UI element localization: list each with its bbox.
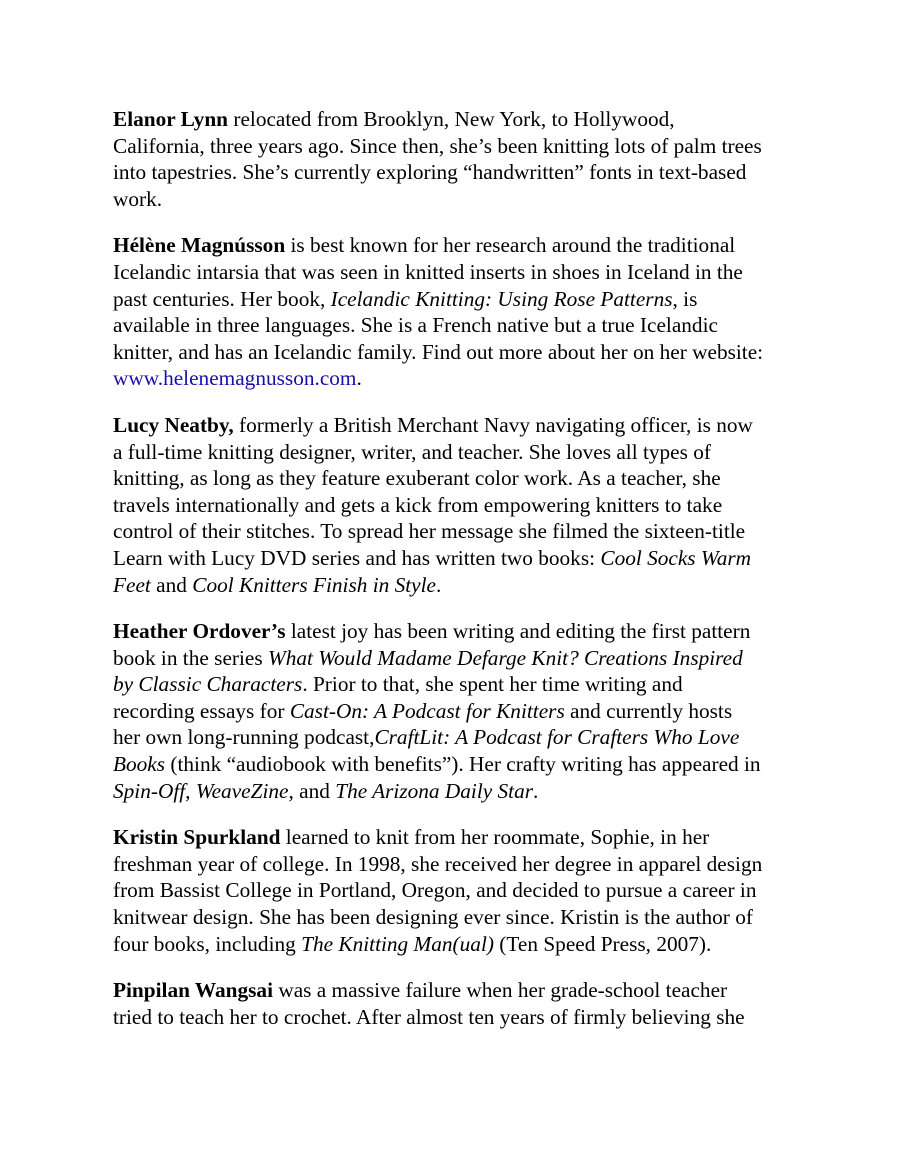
website-link[interactable]: www.helenemagnusson.com [113,366,357,391]
text-line [113,339,793,366]
text-run: relocated from Brooklyn, New York, to Hollywood, [228,107,675,131]
text-run: California, three years ago. Since then, she’s been knitting lots of palm trees [113,133,762,158]
title-italic: Cool Socks Warm [600,545,752,570]
title-italic: The Knitting Man(ual) [301,931,494,956]
document-page [113,106,793,1050]
text-run: Learn with Lucy DVD series and has written two books: [113,545,601,570]
text-run: travels internationally and gets a kick from empowering knitters to take [113,492,723,517]
text-line [113,259,793,286]
text-line [113,365,793,392]
text-line [113,439,793,466]
bio-paragraph [113,824,793,957]
title-italic: CraftLit: A Podcast for Crafters Who Love [374,725,740,750]
text-line [113,286,793,313]
text-line [113,492,793,519]
contributor-name: Lucy Neatby, [113,412,234,437]
text-line [113,877,793,904]
text-run: and currently hosts [564,698,733,723]
title-italic: Icelandic Knitting: Using Rose Patterns [330,286,673,311]
text-line [113,159,793,186]
text-line [113,645,793,672]
text-line [113,824,793,851]
text-run: Icelandic intarsia that was seen in knitted inserts in shoes in Iceland in the [113,259,743,284]
text-run: a full-time knitting designer, writer, and teacher. She loves all types of [113,439,711,464]
title-italic: The Arizona Daily Star [335,778,534,803]
text-run: is best known for her research around the traditional [285,233,736,258]
bio-paragraph [113,977,793,1030]
title-italic: by Classic Characters [113,672,303,697]
text-run: latest joy has been writing and editing the first pattern [285,619,751,644]
text-run: . [356,366,362,391]
text-run: available in three languages. She is a French native but a true Icelandic [113,313,718,338]
title-italic: Feet [113,572,151,597]
text-line [113,904,793,931]
text-line [113,698,793,725]
text-run: book in the series [113,645,268,670]
text-line [113,465,793,492]
text-run: control of their stitches. To spread her message she filmed the sixteen-title [113,519,746,544]
text-line [113,186,793,213]
text-line [113,618,793,645]
text-run: formerly a British Merchant Navy navigating officer, is now [233,412,753,437]
text-line [113,931,793,958]
text-run: her own long-running podcast, [113,725,375,750]
text-line [113,1004,793,1031]
text-run: knitting, as long as they feature exuberant color work. As a teacher, she [113,466,721,491]
text-run: (Ten Speed Press, 2007). [493,931,712,956]
text-line [113,232,793,259]
bio-paragraph [113,412,793,598]
text-run: work. [113,186,163,211]
text-line [113,977,793,1004]
title-italic: What Would Madame Defarge Knit? Creations Inspired [267,645,743,670]
text-line [113,412,793,439]
text-line [113,851,793,878]
contributor-name: Kristin Spurkland [113,825,281,850]
text-line [113,518,793,545]
contributor-name: Pinpilan Wangsai [113,978,273,1003]
text-run: knitter, and has an Icelandic family. Find out more about her on her website: [113,339,764,364]
text-run: freshman year of college. In 1998, she received her degree in apparel design [113,851,763,876]
contributor-name: Heather Ordover’s [113,619,286,644]
contributor-name: Hélène Magnússon [113,233,286,258]
title-italic: Cast-On: A Podcast for Knitters [289,698,565,723]
text-line [113,751,793,778]
text-run: tried to teach her to crochet. After almost ten years of firmly believing she [113,1004,745,1029]
bio-paragraph [113,232,793,392]
text-run: . [533,778,539,803]
text-line [113,545,793,572]
title-italic: Spin-Off, WeaveZine [113,778,289,803]
text-run: into tapestries. She’s currently exploring “handwritten” fonts in text-based [113,160,747,185]
title-italic: Books [113,752,166,777]
contributor-bios [113,106,793,1030]
text-line [113,312,793,339]
text-line [113,724,793,751]
text-run: , is [672,286,698,311]
text-line [113,778,793,805]
text-run: recording essays for [113,698,290,723]
text-run: , and [288,778,336,803]
text-line [113,572,793,599]
text-line [113,106,793,133]
title-italic: Cool Knitters Finish in Style [192,572,436,597]
contributor-name: Elanor Lynn [113,107,229,131]
text-run: learned to knit from her roommate, Sophie, in her [280,825,710,850]
bio-paragraph [113,106,793,212]
text-run: . Prior to that, she spent her time writing and [302,672,683,697]
text-run: (think “audiobook with benefits”). Her crafty writing has appeared in [165,752,761,777]
text-run: four books, including [113,931,302,956]
text-line [113,671,793,698]
text-run: and [150,572,193,597]
bio-paragraph [113,618,793,804]
text-run: knitwear design. She has been designing ever since. Kristin is the author of [113,905,753,930]
text-run: from Bassist College in Portland, Oregon, and decided to pursue a career in [113,878,757,903]
text-line [113,133,793,160]
text-run: was a massive failure when her grade-school teacher [273,978,728,1003]
text-run: past centuries. Her book, [113,286,331,311]
text-run: . [435,572,442,597]
